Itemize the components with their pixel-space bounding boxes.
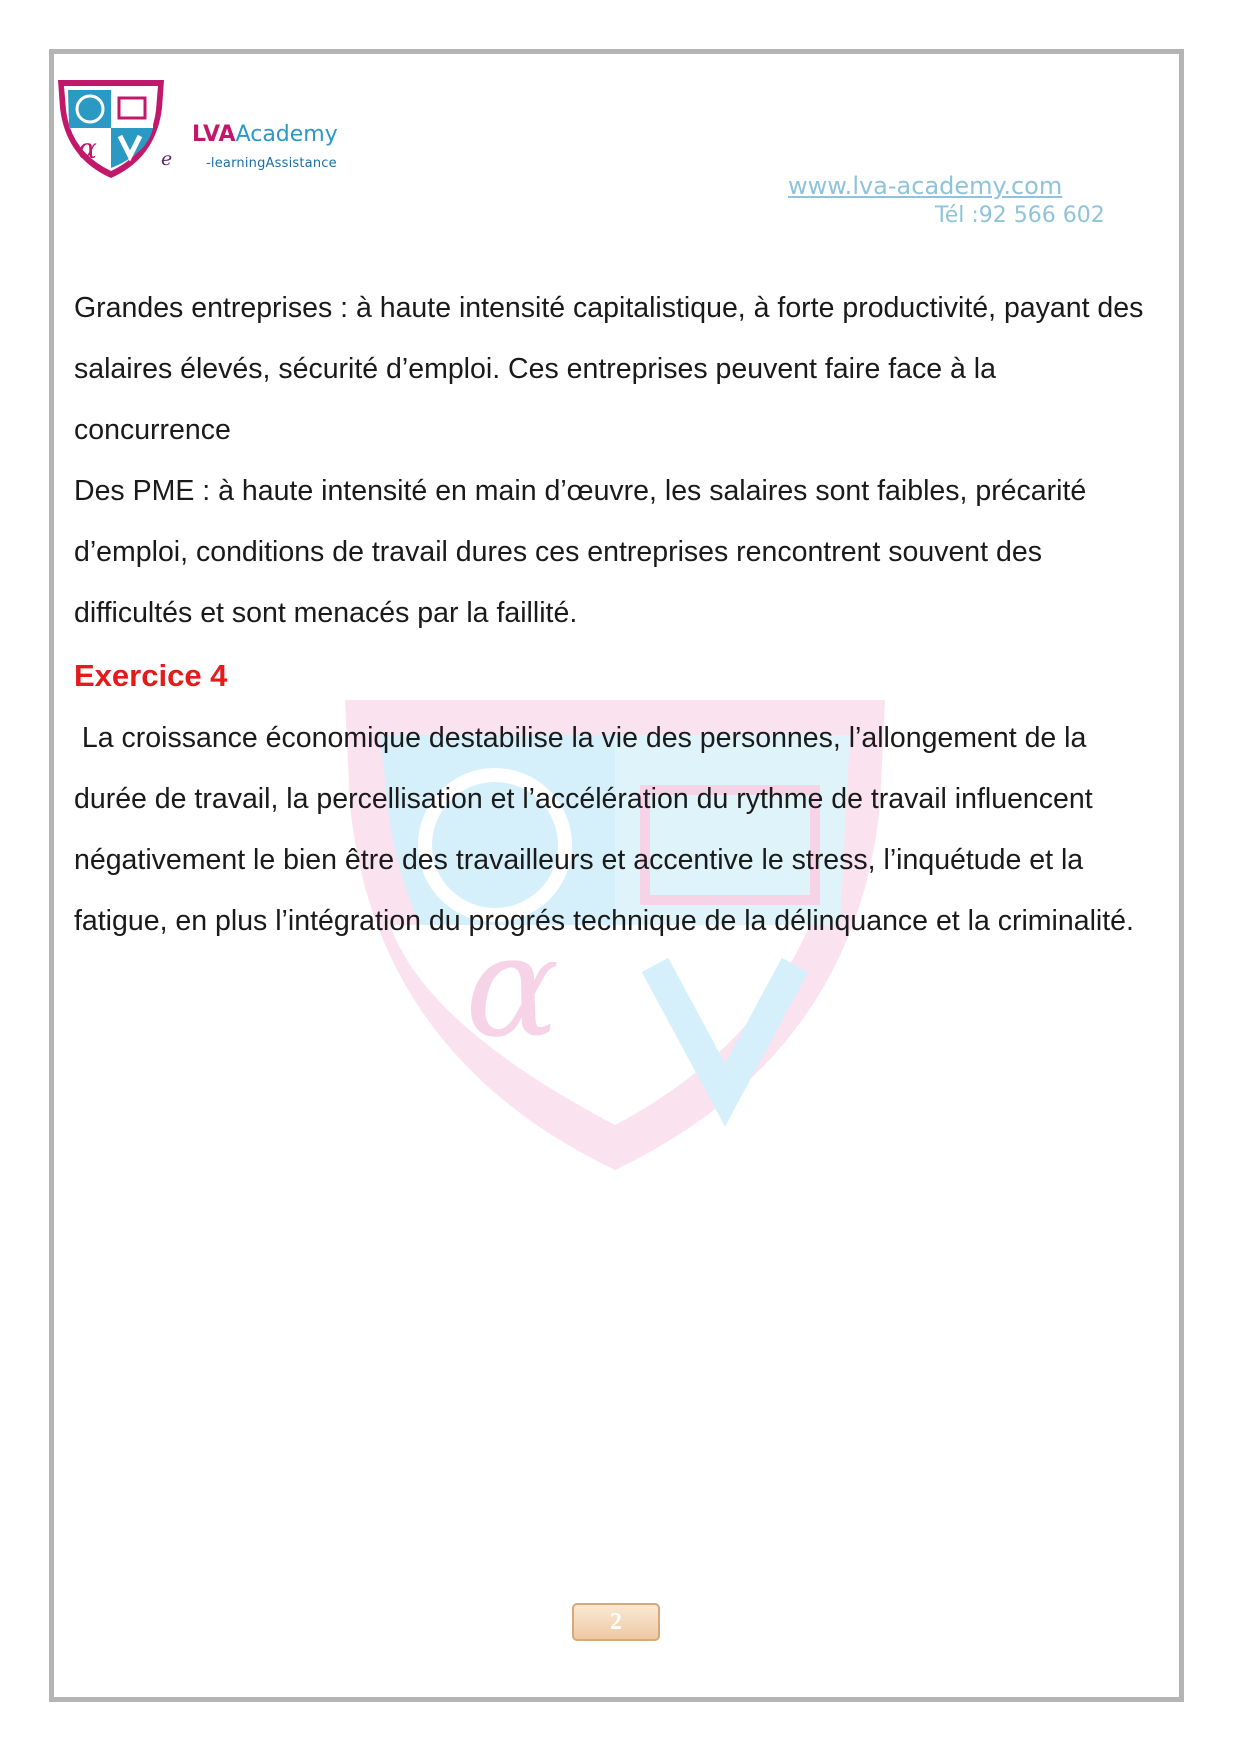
document-body	[74, 278, 1154, 952]
brand-subtitle: -learningAssistance	[206, 156, 337, 171]
page-number: 2	[572, 1603, 660, 1641]
paragraph-exercice-4: La croissance économique destabilise la vie des personnes, l’allongement de la durée de travail, la percellisation et l’accélération du rythme de travail influencent négativement le bien être des travailleurs et accentive le stress, l’inquétude et la fatigue, en plus l’intégration du progrés technique de la délinquance et la criminalité.	[74, 722, 1134, 937]
website-link[interactable]: www.lva-academy.com	[788, 172, 1063, 200]
lva-academy-logo-icon	[56, 78, 166, 180]
paragraph-pme: Des PME : à haute intensité en main d’œuvre, les salaires sont faibles, précarité d’emploi, conditions de travail dures ces entreprises rencontrent souvent des difficultés et sont menacés par la faillité.	[74, 475, 1087, 629]
svg-text:α: α	[78, 132, 97, 165]
exercise-heading: Exercice 4	[74, 658, 228, 693]
phone-number: Tél :92 566 602	[935, 203, 1105, 228]
brand-name	[192, 122, 338, 148]
paragraph-grandes-entreprises: Grandes entreprises : à haute intensité capitalistique, à forte productivité, payant des salaires élevés, sécurité d’emploi. Ces entreprises peuvent faire face à la concurrence	[74, 292, 1144, 446]
brand-academy: Academy	[235, 122, 338, 147]
logo-e-letter: e	[161, 148, 173, 170]
brand-lva: LVA	[192, 122, 236, 147]
svg-text:α: α	[465, 906, 560, 1069]
